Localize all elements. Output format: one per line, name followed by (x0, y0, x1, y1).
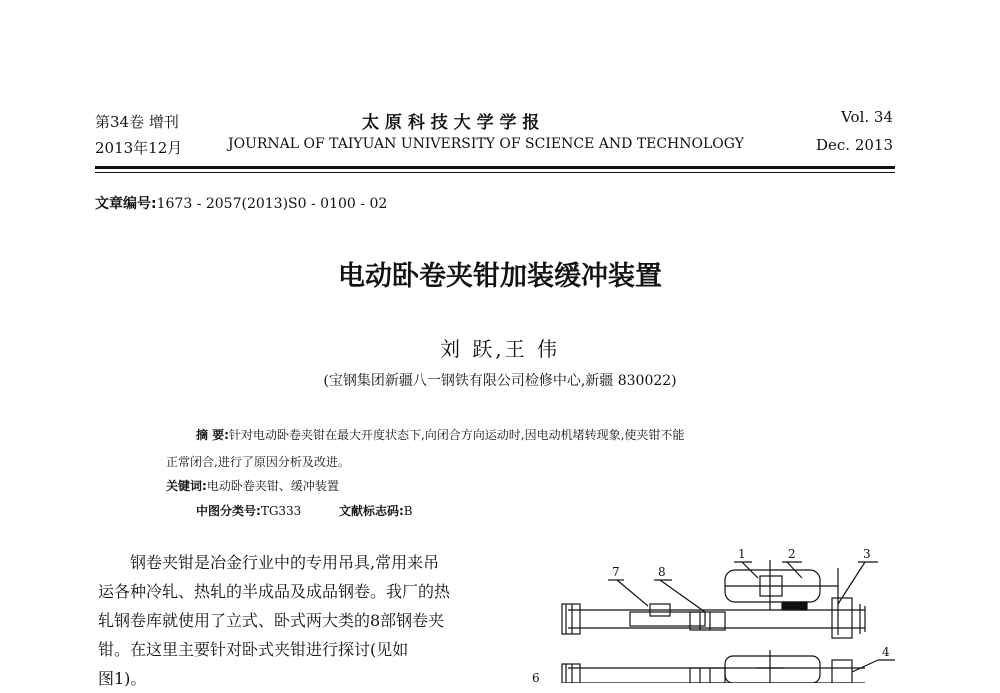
issue-date-cn: 2013年12月 (95, 139, 183, 157)
lower-left-end-block (562, 664, 580, 683)
article-number-value: 1673 - 2057(2013)S0 - 0100 - 02 (156, 196, 388, 212)
left-end-block (562, 604, 580, 634)
volume-label: 第34卷 增刊 (95, 113, 179, 131)
authors: 刘 跃,王 伟 (439, 337, 561, 361)
body-line-1: 钢卷夹钳是冶金行业中的专用吊具,常用来吊 (130, 553, 440, 572)
doc-code-label: 文献标志码: (338, 504, 404, 518)
clc-label: 中图分类号: (196, 504, 261, 518)
article-number (95, 193, 387, 213)
affiliation: (宝钢集团新疆八一钢铁有限公司检修中心,新疆 830022) (323, 373, 677, 389)
figure-label-7: 7 (612, 565, 620, 579)
middle-block (690, 612, 725, 630)
figure-label-1: 1 (738, 547, 746, 561)
issue-date-en: Dec. 2013 (815, 136, 893, 154)
abstract-text-2: 正常闭合,进行了原因分析及改进。 (166, 455, 350, 469)
abstract-label: 摘 要: (196, 428, 229, 442)
leader-4 (852, 660, 878, 672)
header-rule-thin (95, 172, 895, 173)
figure-label-4: 4 (882, 645, 890, 659)
classification (196, 502, 413, 519)
article-title: 电动卧卷夹钳加装缓冲装置 (338, 261, 662, 292)
article-number-label: 文章编号: (95, 196, 157, 212)
clc-value: TG333 (260, 504, 302, 518)
clamp-schematic-figure (520, 540, 900, 683)
keywords (166, 477, 339, 494)
keywords-label: 关键词: (166, 479, 207, 493)
body-line-3: 轧钢卷库就使用了立式、卧式两大类的8部钢卷夹 (98, 611, 445, 630)
header-rule-thick (95, 166, 895, 169)
lower-middle-block (690, 668, 725, 683)
lower-right-end-block (832, 660, 852, 683)
abstract-text-1: 针对电动卧卷夹钳在最大开度状态下,向闭合方向运动时,因电动机堵转现象,使夹钳不能 (228, 428, 685, 442)
body-line-2: 运各种冷轧、热轧的半成品及成品钢卷。我厂的热 (98, 582, 451, 601)
figure-label-8: 8 (658, 565, 666, 579)
right-end-block (832, 598, 852, 638)
doc-code-value: B (403, 504, 413, 518)
body-line-5: 图1)。 (98, 669, 147, 688)
journal-title-en: JOURNAL OF TAIYUAN UNIVERSITY OF SCIENCE AND TECHNOLOGY (228, 136, 744, 152)
figure-label-2: 2 (788, 547, 796, 561)
left-drive-box (630, 612, 705, 626)
journal-title-cn: 太 原 科 技 大 学 学 报 (362, 113, 540, 133)
figure-label-3: 3 (863, 547, 871, 561)
abstract-line-1 (196, 426, 684, 443)
keywords-value: 电动卧卷夹钳、缓冲装置 (206, 479, 339, 493)
leader-8 (660, 580, 705, 612)
figure-label-6: 6 (532, 671, 540, 683)
volume-en: Vol. 34 (841, 108, 893, 126)
leader-7 (617, 580, 648, 606)
lower-motor-housing (725, 656, 820, 683)
body-paragraph (98, 548, 450, 693)
body-line-4: 钳。在这里主要针对卧式夹钳进行探讨(见如 (98, 640, 409, 659)
